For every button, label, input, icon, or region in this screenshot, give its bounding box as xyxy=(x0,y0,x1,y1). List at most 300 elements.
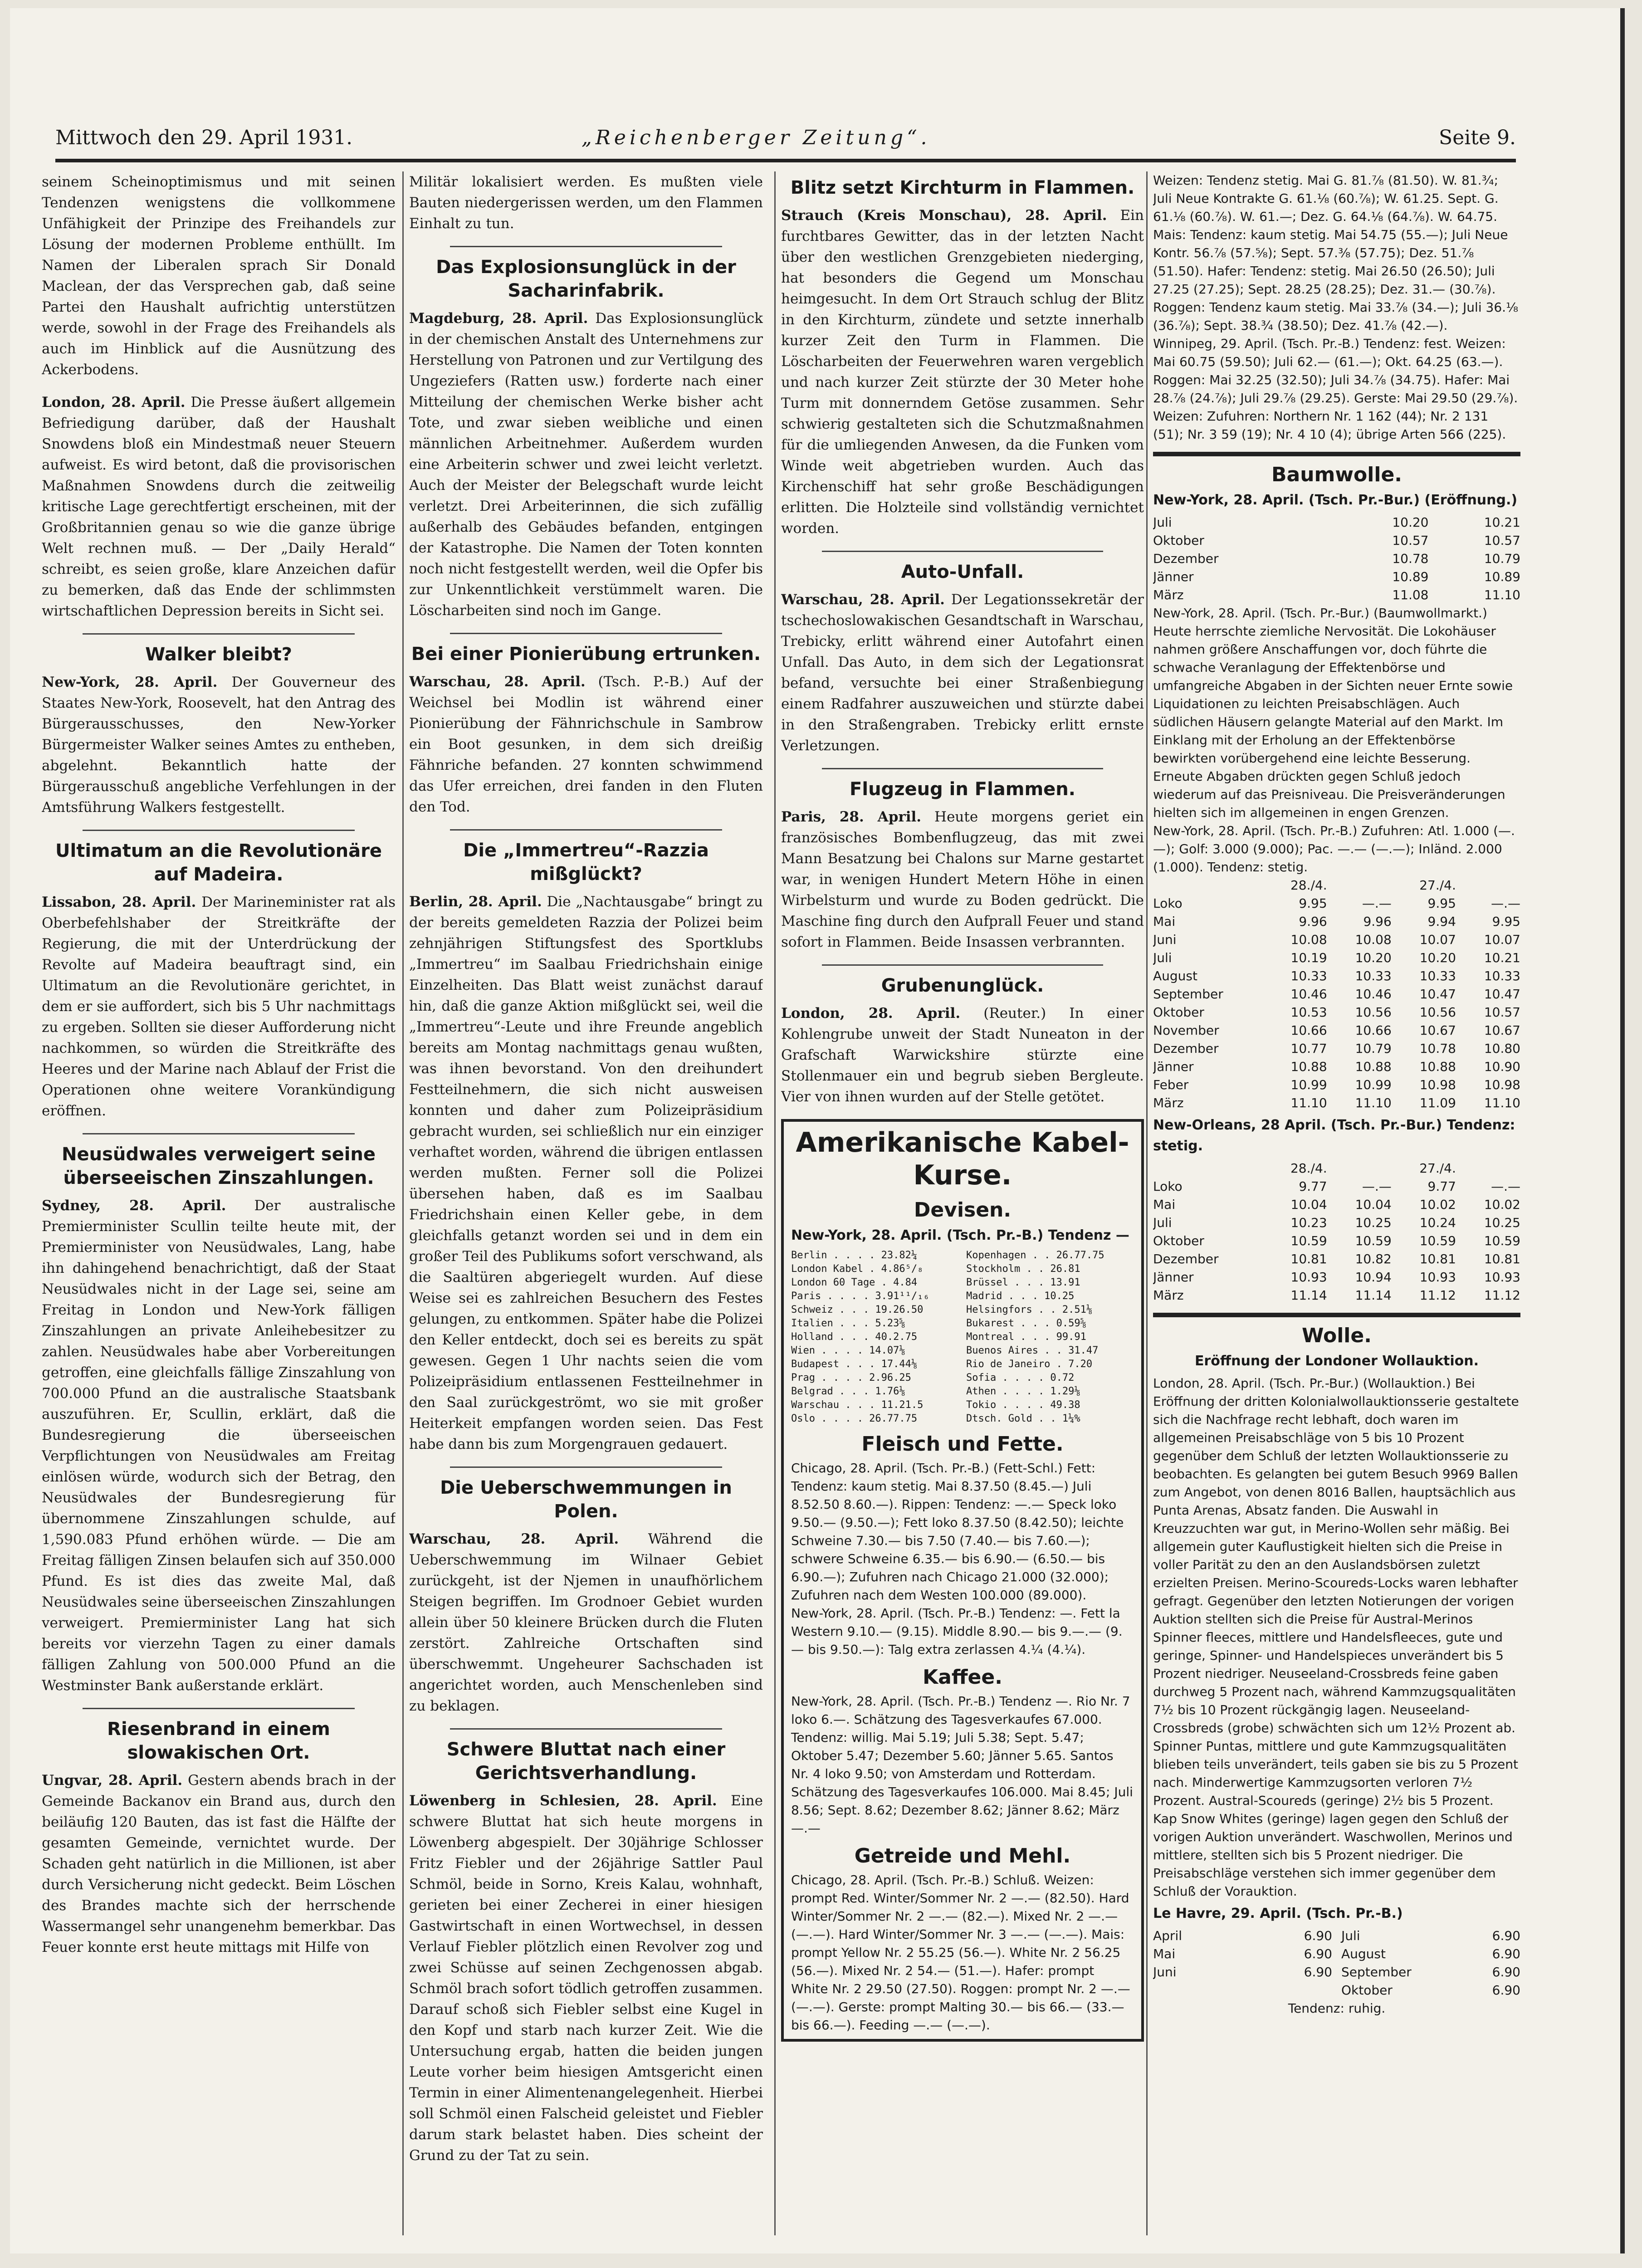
price-value: 10.02 xyxy=(1419,1197,1456,1212)
price-value: 11.12 xyxy=(1419,1288,1456,1303)
article-headline: Blitz setzt Kirchturm in Flammen. xyxy=(790,177,1135,198)
price-value: 10.78 xyxy=(1392,551,1429,566)
price-value: 10.20 xyxy=(1419,950,1456,965)
article-headline: Ultimatum an die Revolutionäre auf Madeira. xyxy=(55,841,382,885)
price-value: 10.67 xyxy=(1419,1023,1456,1038)
devisen-entry: Belgrad . . . 1.76⅛ xyxy=(791,1386,905,1397)
price-value: 10.81 xyxy=(1290,1251,1327,1266)
article-body: Während die Ueberschwemmung im Wilnaer Gebiet zurückgeht, ist der Njemen in unaufhörlichem Steigen begriffen. Im Grodnoer Gebiet wurden allein über 50 kleinere Brücken durch die Fluten zerstört. Zahlreiche Ortschaften sind überschwemmt. Ungeheurer Sachschaden ist angerichtet worden, auch Menschenleben sind zu beklagen. xyxy=(409,1531,763,1714)
devisen-entry: Holland . . . 40.2.75 xyxy=(791,1331,918,1343)
article-body: Das Explosionsunglück in der chemischen Anstalt des Unternehmens zur Herstellung von Patronen und zur Vertilgung des Ungeziefers (Ratten usw.) forderte nach einer Mitteilung der chemischen Werke bisher acht Tote, und zwar sieben weibliche und einen männlichen Arbeitnehmer. Außerdem wurden eine Arbeiterin schwer und zwei leicht verletzt. Auch der Meister der Belegschaft wurde leicht verletzt. Drei Arbeiterinnen, die sich zufällig außerhalb des Gebäudes befanden, entgingen der Katastrophe. Die Namen der Toten konnten noch nicht festgestellt werden, weil die Opfer bis zur Unkenntlichkeit verstümmelt waren. Die Löscharbeiten sind noch im Gange. xyxy=(409,310,763,619)
price-value: 10.04 xyxy=(1355,1197,1392,1212)
kabel-kurse-box xyxy=(781,1119,1144,2042)
price-value: 6.90 xyxy=(1492,1983,1520,1998)
article xyxy=(409,642,763,817)
price-value: 10.99 xyxy=(1355,1077,1392,1092)
article-body: Der Gouverneur des Staates New-York, Roosevelt, hat den Antrag des Bürgerausschusses, den New-Yorker Bürgermeister Walker seines Amtes zu entheben, abgelehnt. Bekanntlich hatte der Bürgerausschuß angebliche Verfehlungen in der Amtsführung Walkers festgestellt. xyxy=(42,674,396,816)
price-value: 10.90 xyxy=(1484,1059,1520,1074)
devisen-entry: Tokio . . . . 49.38 xyxy=(966,1399,1080,1411)
article xyxy=(781,560,1144,756)
price-value: 10.93 xyxy=(1290,1270,1327,1285)
price-value: 10.57 xyxy=(1484,1005,1520,1020)
price-month: Loko xyxy=(1153,1179,1183,1194)
price-value: 10.20 xyxy=(1355,950,1392,965)
price-value: 10.23 xyxy=(1290,1215,1327,1230)
price-value: 10.78 xyxy=(1419,1041,1456,1056)
devisen-entry: Berlin . . . . 23.82¼ xyxy=(791,1250,918,1261)
article-dateline: Löwenberg in Schlesien, 28. April. xyxy=(409,1793,717,1809)
article-dateline: Warschau, 28. April. xyxy=(409,1531,619,1547)
devisen-entry: Sofia . . . . 0.72 xyxy=(966,1372,1075,1383)
article-body: Die Presse äußert allgemein Befriedigung darüber, daß der Haushalt Snowdens bloß ein Mindestmaß neuer Steuern aufweist. Es wird betont, daß die provisorischen Maßnahmen Snowdens durch die zeitweilig kritische Lage gerechtfertigt erscheinen, mit der Großbritannien genau so wie die ganze übrige Welt rechnen muß. — Der „Daily Herald“ schreibt, es seien große, klare Anzeichen dafür zu bemerken, daß das Ende der schlimmsten wirtschaftlichen Depression bereits in Sicht sei. xyxy=(42,394,396,619)
price-value: 10.59 xyxy=(1484,1233,1520,1248)
article xyxy=(409,171,763,234)
price-month: Oktober xyxy=(1153,1233,1204,1248)
article-separator xyxy=(822,551,1103,552)
price-value: 10.88 xyxy=(1355,1059,1392,1074)
price-value: 10.33 xyxy=(1484,968,1520,983)
price-row xyxy=(1153,1022,1520,1040)
kaffee-text: New-York, 28. April. (Tsch. Pr.-B.) Tendenz —. Rio Nr. 7 loko 6.—. Schätzung des Tagesverkaufes 67.000. Tendenz: willig. Mai 5.19; Juli 5.38; Sept. 5.47; Oktober 5.47; Dezember 5.60; Jänner 5.65. Santos Nr. 4 loko 9.50; von Amsterdam und Rotterdam. Schätzung des Tagesverkaufes 106.000. Mai 8.45; Juli 8.56; Sept. 8.62; Dezember 8.62; Jänner 8.62; März —.— xyxy=(791,1694,1133,1836)
column-rule xyxy=(402,171,404,2235)
page-number: Seite 9. xyxy=(1439,126,1516,149)
price-row xyxy=(1153,894,1520,913)
devisen-entry: Italien . . . 5.23⅝ xyxy=(791,1318,905,1329)
article-separator xyxy=(450,829,722,831)
price-value: —.— xyxy=(1362,896,1392,911)
devisen-entry: Budapest . . . 17.44⅛ xyxy=(791,1359,918,1370)
article-headline: Schwere Bluttat nach einer Gerichtsverhandlung. xyxy=(446,1739,726,1784)
article xyxy=(409,839,763,1455)
price-row xyxy=(1153,513,1520,532)
price-value: 10.19 xyxy=(1290,950,1327,965)
article-body: Die „Nachtausgabe“ bringt zu der bereits gemeldeten Razzia der Polizei beim zehnjährigen Stiftungsfest des Sportklubs „Immertreu“ im Saalbau Friedrichshain einige Einzelheiten. Das Blatt weist zunächst darauf hin, daß die ganze Aktion mißglückt sei, weil die „Immertreu“-Leute und ihre Freunde angeblich bereits am Montag nachmittags genau wußten, was ihnen bevorstand. Von den dreihundert Festteilnehmern, die sich nicht ausweisen konnten und daher zum Polizeipräsidium gebracht wurden, sei schließlich nur ein einziger verhaftet worden, während die übrigen entlassen werden mußten. Ferner soll die Polizei übersehen haben, daß es im Saalbau Friedrichshain einen Keller gebe, in dem gleichfalls getanzt worden sei und in dem ein großer Teil des Publikums sofort verschwand, als die Saaltüren abgeriegelt wurden. Auf diese Weise sei es zahlreichen Besuchern des Festes gelungen, zu entkommen. Später habe die Polizei den Keller entdeckt, doch sei es bereits zu spät gewesen. Gegen 1 Uhr nachts seien die vom Polizeipräsidium entlassenen Festteilnehmer in den Saal zurückgeströmt, wo sie mit großer Heiterkeit empfangen worden seien. Das Fest habe dann bis zum Morgengrauen gedauert. xyxy=(409,894,763,1452)
price-value: 11.14 xyxy=(1290,1288,1327,1303)
column-rule xyxy=(774,171,776,2235)
article-dateline: London, 28. April. xyxy=(42,394,186,411)
havre-table xyxy=(1153,1927,1520,1999)
havre-tendenz: Tendenz: ruhig. xyxy=(1288,2001,1386,2016)
price-value: 10.59 xyxy=(1290,1233,1327,1248)
price-value: 10.88 xyxy=(1290,1059,1327,1074)
devisen-entry: Warschau . . . 11.21.5 xyxy=(791,1399,924,1411)
price-value: 10.02 xyxy=(1484,1197,1520,1212)
article-dateline: New-York, 28. April. xyxy=(42,674,218,690)
baumwolle-markt-text: New-York, 28. April. (Tsch. Pr.-Bur.) (Baumwollmarkt.) Heute herrschte ziemliche Nervosität. Die Lokohäuser nahmen größere Anschaffungen vor, doch führte die schwache Veranlagung der Effektenbörse und umfangreiche Abgaben in der Sichten neuer Ernte sowie Liquidationen zu leichten Preisabschlägen. Auch südlichen Häusern gelangte Material auf den Markt. Im Einklang mit der Erholung an der Effektenbörse bewirkten vorübergehend eine leichte Besserung. Erneute Abgaben drückten gegen Schluß jedoch wiederum auf das Preisniveau. Die Preisveränderungen hielten sich im allgemeinen in engen Grenzen. xyxy=(1153,606,1513,820)
price-value: 10.89 xyxy=(1484,569,1520,584)
getreide-text: Chicago, 28. April. (Tsch. Pr.-B.) Schluß. Weizen: prompt Red. Winter/Sommer Nr. 2 —.— (82.50). Hard Winter/Sommer Nr. 2 —.— (82.—). Mixed Nr. 2 —.— (—.—). Hard Winter/Sommer Nr. 3 —.— (—.—). Mais: prompt Yellow Nr. 2 55.25 (56.—). White Nr. 2 56.25 (56.—). Mixed Nr. 2 54.— (51.—). Hafer: prompt White Nr. 2 29.50 (27.50). Roggen: prompt Nr. 2 —.— (—.—). Gerste: prompt Malting 30.— bis 66.— (33.— bis 66.—). Feeding —.— (—.—). xyxy=(791,1872,1130,2033)
price-value: —.— xyxy=(1491,1179,1520,1194)
price-value: 10.25 xyxy=(1484,1215,1520,1230)
article-body: Heute morgens geriet ein französisches Bombenflugzeug, das mit zwei Mann Besatzung bei Chalons sur Marne gestartet war, in wenigen Hundert Metern Höhe in einen Wirbelsturm und wurde zu Boden gedrückt. Die Maschine fing durch den Aufprall Feuer und stand sofort in Flammen. Beide Insassen verbrannten. xyxy=(781,809,1144,950)
column-2 xyxy=(409,171,763,2240)
article-separator xyxy=(83,1708,355,1709)
price-month: Jänner xyxy=(1153,1059,1194,1074)
price-month: März xyxy=(1153,1288,1184,1303)
article-separator xyxy=(83,633,355,635)
price-row xyxy=(1341,1963,1520,1981)
price-value: —.— xyxy=(1491,896,1520,911)
price-month: September xyxy=(1153,987,1223,1002)
price-value: 9.95 xyxy=(1299,896,1327,911)
devisen-left xyxy=(791,1249,959,1426)
price-month: Loko xyxy=(1153,896,1183,911)
devisen-entry: Schweiz . . . 19.26.50 xyxy=(791,1304,924,1315)
winnipeg-text: Winnipeg, 29. April. (Tsch. Pr.-B.) Tendenz: fest. Weizen: Mai 60.75 (59.50); Juli 62.— (61.—); Okt. 64.25 (63.—). Roggen: Mai 32.25 (32.50); Juli 34.⅞ (34.75). Hafer: Mai 28.⅞ (24.⅞); Juli 29.⅞ (29.25). Gerste: Mai 29.50 (29.⅞). Weizen: Zufuhren: Northern Nr. 1 162 (44); Nr. 2 131 (51); Nr. 3 59 (19); Nr. 4 10 (4); übrige Arten 566 (225). xyxy=(1153,336,1518,442)
devisen-entry: Bukarest . . . 0.59⅝ xyxy=(966,1318,1086,1329)
column-4 xyxy=(1153,171,1520,2240)
havre-head: Le Havre, 29. April. (Tsch. Pr.-B.) xyxy=(1153,1906,1403,1921)
article-separator xyxy=(822,768,1103,769)
article-separator xyxy=(83,830,355,831)
getreide-title: Getreide und Mehl. xyxy=(854,1844,1071,1867)
article-body: seinem Scheinoptimismus und mit seinen Tendenzen wenigstens die vollkommene Unfähigkeit der Prinzipe des Freihandels zur Lösung der modernen Probleme enthüllt. Im Namen der Liberalen sprach Sir Donald Maclean, der das Versprechen gab, daß seine Partei den Haushalt aufrichtig unterstützen werde, sowohl in der Frage des Freihandels als auch im Hinblick auf die Ausnützung des Ackerbodens. xyxy=(42,174,396,378)
price-month: August xyxy=(1153,968,1197,983)
article-body: Der australische Premierminister Scullin teilte heute mit, der Premierminister von Neusüdwales, Lang, habe ihn dahingehend benachrichtigt, daß der Staat Neusüdwales nicht in der Lage sei, seine am Freitag in London und New-York fälligen Zinszahlungen an private Anleihebesitzer zu zahlen. Neusüdwales habe aber Vorbereitungen getroffen, eine gleichfalls fällige Zinszahlung von 700.000 Pfund an die australische Staatsbank auszuführen. Er, Scullin, erklärt, daß die Bundesregierung die überseeischen Verpflichtungen von Neusüdwales am Freitag einlösen würde, wodurch sich der Betrag, den Neusüdwales der Bundesregierung für übernommene Zinszahlungen schulde, auf 1,590.083 Pfund erhöhen würde. — Die am Freitag fälligen Zinsen belaufen sich auf 350.000 Pfund. Es ist dies das zweite Mal, daß Neusüdwales seine überseeischen Zinszahlungen verweigert. Premierminister Lang hat sich bereits vor vierzehn Tagen zu einer damals fälligen Zahlung von 500.000 Pfund an die Westminster Bank außerstande erklärt. xyxy=(42,1198,396,1694)
article-body: Eine schwere Bluttat hat sich heute morgens in Löwenberg abgespielt. Der 30jährige Schlosser Fritz Fiebler und der 26jährige Sattler Paul Schmöl, beide in Sorno, Kreis Kalau, wohnhaft, gerieten bei einer Zecherei in einer hiesigen Gastwirtschaft in einen Wortwechsel, in dessen Verlauf Fiebler plötzlich einen Revolver zog und zwei Schüsse auf seinen Zechgenossen abgab. Schmöl brach sofort tödlich getroffen zusammen. Darauf schoß sich Fiebler selbst eine Kugel in den Kopf und starb nach kurzer Zeit. Wie die Untersuchung ergab, hatten die beiden jungen Leute vorher beim hiesigen Amtsgericht einen Termin in einer Alimentenangelegenheit. Hierbei soll Schmöl einen Falscheid geleistet und Fiebler darum stark belastet haben. Dies scheint der Grund zu der Tat zu sein. xyxy=(409,1793,763,2164)
no-head: New-Orleans, 28 April. (Tsch. Pr.-Bur.) Tendenz: stetig. xyxy=(1153,1117,1515,1154)
price-value: 10.67 xyxy=(1484,1023,1520,1038)
price-value: 10.07 xyxy=(1419,932,1456,947)
article-headline: Walker bleibt? xyxy=(145,644,292,665)
price-value: 11.12 xyxy=(1484,1288,1520,1303)
article-dateline: Warschau, 28. April. xyxy=(781,591,945,608)
price-month: Juli xyxy=(1153,1215,1172,1230)
price-month: März xyxy=(1153,1095,1184,1110)
price-value: 10.66 xyxy=(1355,1023,1392,1038)
price-row xyxy=(1153,1232,1520,1250)
column-3 xyxy=(781,171,1144,2240)
article-dateline: Paris, 28. April. xyxy=(781,809,922,825)
article-body: Ein furchtbares Gewitter, das in der letzten Nacht über den westlichen Grenzgebieten niederging, hat besonders die Gegend um Monschau heimgesucht. In dem Ort Strauch schlug der Blitz in den Kirchturm, zündete und setzte innerhalb kurzer Zeit den Turm in Flammen. Die Löscharbeiten der Feuerwehren waren vergeblich und nach kurzer Zeit stürzte der 30 Meter hohe Turm mit donnerndem Getöse zusammen. Sehr schwierig gestalteten sich die Schutzmaßnahmen für die umliegenden Anwesen, da die Funken vom Winde weit abgetrieben wurden. Auch das Kirchenschiff hat sehr große Beschädigungen erlitten. Die Holzteile sind vollständig vernichtet worden. xyxy=(781,207,1144,537)
article-dateline: Berlin, 28. April. xyxy=(409,894,542,910)
article xyxy=(42,392,396,621)
devisen-right xyxy=(966,1249,1134,1426)
price-month: Oktober xyxy=(1153,533,1204,548)
price-row xyxy=(1153,1268,1520,1286)
article xyxy=(409,1476,763,1716)
price-month: Juli xyxy=(1153,515,1172,530)
price-value: 9.94 xyxy=(1427,914,1456,929)
price-row xyxy=(1153,550,1520,568)
price-value: 10.25 xyxy=(1355,1215,1392,1230)
article xyxy=(781,176,1144,539)
article-dateline: Strauch (Kreis Monschau), 28. April. xyxy=(781,207,1107,224)
price-month: September xyxy=(1341,1965,1412,1980)
price-value: 9.95 xyxy=(1492,914,1520,929)
price-month: Dezember xyxy=(1153,1251,1219,1266)
price-month: Jänner xyxy=(1153,1270,1194,1285)
price-value: 10.33 xyxy=(1290,968,1327,983)
page-header xyxy=(55,112,1516,153)
price-value: 10.08 xyxy=(1290,932,1327,947)
price-value: 6.90 xyxy=(1304,1965,1332,1980)
price-row xyxy=(1153,1040,1520,1058)
price-value: 10.24 xyxy=(1419,1215,1456,1230)
article-body: Militär lokalisiert werden. Es mußten viele Bauten niedergerissen werden, um den Flammen Einhalt zu tun. xyxy=(409,174,763,232)
article-headline: Flugzeug in Flammen. xyxy=(850,779,1075,800)
price-month: August xyxy=(1341,1946,1386,1961)
article-separator xyxy=(822,964,1103,966)
price-value: 10.33 xyxy=(1419,968,1456,983)
price-row xyxy=(1153,1094,1520,1112)
devisen-entry: Prag . . . . 2.96.25 xyxy=(791,1372,911,1383)
price-value: 9.77 xyxy=(1427,1179,1456,1194)
price-value: 6.90 xyxy=(1492,1965,1520,1980)
price-value: 10.21 xyxy=(1484,950,1520,965)
price-value: 10.57 xyxy=(1392,533,1429,548)
price-value: 10.98 xyxy=(1484,1077,1520,1092)
price-row xyxy=(1153,1196,1520,1214)
article-headline: Neusüdwales verweigert seine überseeischen Zinszahlungen. xyxy=(61,1144,376,1188)
price-month: Mai xyxy=(1153,1946,1176,1961)
price-value: 9.95 xyxy=(1427,896,1456,911)
devisen-entry: Kopenhagen . . 26.77.75 xyxy=(966,1250,1104,1261)
devisen-entry: Athen . . . . 1.29⅛ xyxy=(966,1386,1080,1397)
devisen-entry: Oslo . . . . 26.77.75 xyxy=(791,1413,918,1424)
no-price-table xyxy=(1153,1178,1520,1305)
article xyxy=(42,1143,396,1696)
wolle-sub: Eröffnung der Londoner Wollauktion. xyxy=(1194,1353,1479,1369)
article xyxy=(42,171,396,380)
devisen-entry: Rio de Janeiro . 7.20 xyxy=(966,1359,1093,1370)
article xyxy=(42,643,396,818)
devisen-entry: Montreal . . . 99.91 xyxy=(966,1331,1086,1343)
devisen-entry: Brüssel . . . 13.91 xyxy=(966,1277,1080,1288)
fleisch-text: Chicago, 28. April. (Tsch. Pr.-B.) (Fett-Schl.) Fett: Tendenz: kaum stetig. Mai 8.37.50 (8.45.—) Juli 8.52.50 8.60.—). Rippen: Tendenz: —.— Speck loko 9.50.— (9.50.—); Fett loko 8.37.50 (8.42.50); leichte Schweine 7.30.— bis 7.50 (7.40.— bis 7.60.—); schwere Schweine 6.35.— bis 6.90.— (6.50.— bis 6.90.—); Zufuhren nach Chicago 21.000 (32.000); Zufuhren nach dem Westen 100.000 (89.000). xyxy=(791,1461,1124,1603)
price-month: November xyxy=(1153,1023,1219,1038)
header-rule xyxy=(55,159,1516,162)
article-headline: Die „Immertreu“-Razzia mißglückt? xyxy=(463,840,709,885)
price-value: 10.04 xyxy=(1290,1197,1327,1212)
price-value: 10.59 xyxy=(1419,1233,1456,1248)
devisen-entry: Stockholm . . 26.81 xyxy=(966,1263,1080,1275)
price-value: 10.47 xyxy=(1484,987,1520,1002)
price-value: 10.57 xyxy=(1484,533,1520,548)
price-value: 10.81 xyxy=(1484,1251,1520,1266)
price-value: 10.56 xyxy=(1355,1005,1392,1020)
price-value: 6.90 xyxy=(1304,1928,1332,1943)
price-value: 10.80 xyxy=(1484,1041,1520,1056)
price-value: 10.88 xyxy=(1419,1059,1456,1074)
price-row xyxy=(1153,967,1520,985)
wolle-title: Wolle. xyxy=(1302,1324,1372,1347)
ny-dates-row xyxy=(1153,876,1520,894)
price-month: Juli xyxy=(1341,1928,1360,1943)
price-value: 10.89 xyxy=(1392,569,1429,584)
price-value: 10.59 xyxy=(1355,1233,1392,1248)
price-value: 10.77 xyxy=(1290,1041,1327,1056)
article-dateline: Magdeburg, 28. April. xyxy=(409,310,588,327)
price-value: 6.90 xyxy=(1304,1946,1332,1961)
article-body: Gestern abends brach in der Gemeinde Backanov ein Brand aus, durch den beiläufig 120 Bauten, das ist fast die Hälfte der gesamten Gemeinde, vernichtet wurde. Der Schaden geht natürlich in die Millionen, ist aber durch Versicherung nicht gedeckt. Beim Löschen des Brandes machte sich der herrschende Wassermangel sehr unangenehm bemerkbar. Das Feuer konnte erst heute mittags mit Hilfe von xyxy=(42,1772,396,1955)
price-row xyxy=(1153,1214,1520,1232)
article-dateline: Lissabon, 28. April. xyxy=(42,894,196,910)
price-row xyxy=(1153,1003,1520,1022)
article-headline: Grubenunglück. xyxy=(881,975,1044,996)
article-separator xyxy=(450,246,722,247)
price-value: 10.08 xyxy=(1355,932,1392,947)
price-row xyxy=(1153,1178,1520,1196)
price-row xyxy=(1153,949,1520,967)
price-value: 10.94 xyxy=(1355,1270,1392,1285)
article xyxy=(42,839,396,1121)
devisen-entry: Helsingfors . . 2.51⅛ xyxy=(966,1304,1093,1315)
newspaper-page xyxy=(10,8,1625,2253)
article xyxy=(409,255,763,621)
article-dateline: Warschau, 28. April. xyxy=(409,674,586,690)
article-headline: Riesenbrand in einem slowakischen Ort. xyxy=(107,1719,330,1763)
article-separator xyxy=(450,633,722,634)
price-row xyxy=(1153,1286,1520,1305)
price-month: März xyxy=(1153,587,1184,602)
price-value: 10.53 xyxy=(1290,1005,1327,1020)
price-row xyxy=(1153,1945,1332,1963)
article xyxy=(42,1717,396,1958)
price-value: 10.56 xyxy=(1419,1005,1456,1020)
price-value: 10.21 xyxy=(1484,515,1520,530)
price-row xyxy=(1153,931,1520,949)
price-value: 6.90 xyxy=(1492,1928,1520,1943)
price-value: 10.33 xyxy=(1355,968,1392,983)
article-dateline: Ungvar, 28. April. xyxy=(42,1772,183,1789)
havre-right xyxy=(1341,1927,1520,1999)
price-row xyxy=(1153,985,1520,1003)
price-value: 9.77 xyxy=(1299,1179,1327,1194)
price-value: 10.47 xyxy=(1419,987,1456,1002)
article-headline: Das Explosionsunglück in der Sacharinfabrik. xyxy=(436,257,736,301)
article-headline: Auto-Unfall. xyxy=(901,562,1024,582)
price-month: April xyxy=(1153,1928,1182,1943)
price-value: 10.99 xyxy=(1290,1077,1327,1092)
devisen-entry: London 60 Tage . 4.84 xyxy=(791,1277,918,1288)
column-rule xyxy=(1146,171,1148,2235)
price-value: 10.07 xyxy=(1484,932,1520,947)
price-row xyxy=(1153,1927,1332,1945)
no-date-1: 28./4. xyxy=(1290,1161,1327,1176)
article-body: (Reuter.) In einer Kohlengrube unweit der Stadt Nuneaton in der Grafschaft Warwickshire stürzte eine Stollenmauer ein und begrub sieben Bergleute. Vier von ihnen wurden auf der Stelle getötet. xyxy=(781,1005,1144,1105)
price-row xyxy=(1153,1963,1332,1981)
weizen-text: Weizen: Tendenz stetig. Mai G. 81.⅞ (81.50). W. 81.¾; Juli Neue Kontrakte G. 61.⅛ (60.⅞); W. 61.25. Sept. G. 61.⅛ (60.⅞). W. 61.—; Dez. G. 64.⅛ (64.⅞). W. 64.75. Mais: Tendenz: kaum stetig. Mai 54.75 (55.—); Juli Neue Kontr. 56.⅞ (57.⅝); Sept. 57.⅜ (57.75); Dez. 51.⅞ (51.50). Hafer: Tendenz: stetig. Mai 26.50 (26.50); Juli 27.25 (27.25); Sept. 28.25 (28.25); Dez. 31.— (30.⅞). Roggen: Tendenz kaum stetig. Mai 33.⅞ (34.—); Juli 36.⅛ (36.⅞); Sept. 38.¾ (38.50); Dez. 41.⅞ (42.—). xyxy=(1153,173,1519,333)
article-separator xyxy=(83,1133,355,1134)
price-value: 9.96 xyxy=(1363,914,1392,929)
article-body: Der Marineminister rat als Oberbefehlshaber der Streitkräfte der Regierung, die mit der Unterdrückung der Revolte auf Madeira beauftragt sind, ein Ultimatum an die Revolutionäre gerichtet, in dem er sie auffordert, sich bis 5 Uhr nachmittags zu ergeben. Sollten sie dieser Aufforderung nicht nachkommen, so würden die Streitkräfte des Heeres und der Marine nach Ablauf der Frist die Operationen ohne weitere Vorankündigung eröffnen. xyxy=(42,894,396,1119)
price-value: 10.79 xyxy=(1355,1041,1392,1056)
article-dateline: London, 28. April. xyxy=(781,1005,961,1022)
price-row xyxy=(1341,1981,1520,1999)
section-rule xyxy=(1153,452,1520,456)
price-value: 10.81 xyxy=(1419,1251,1456,1266)
column-1 xyxy=(42,171,396,2240)
devisen-entry: Paris . . . . 3.91¹¹/₁₆ xyxy=(791,1290,929,1302)
price-value: 11.10 xyxy=(1355,1095,1392,1110)
price-month: Mai xyxy=(1153,914,1176,929)
article-dateline: Sydney, 28. April. xyxy=(42,1198,226,1214)
price-value: 10.66 xyxy=(1290,1023,1327,1038)
baumwolle-title: Baumwolle. xyxy=(1271,463,1402,486)
price-month: Juni xyxy=(1153,932,1177,947)
price-value: 11.08 xyxy=(1392,587,1429,602)
devisen-head: New-York, 28. April. (Tsch. Pr.-B.) Tendenz — xyxy=(791,1227,1129,1243)
price-month: Feber xyxy=(1153,1077,1189,1092)
article xyxy=(781,777,1144,953)
price-row xyxy=(1153,1076,1520,1094)
article-separator xyxy=(450,1728,722,1730)
price-row xyxy=(1153,586,1520,604)
price-month: Mai xyxy=(1153,1197,1176,1212)
price-value: 11.09 xyxy=(1419,1095,1456,1110)
price-row xyxy=(1153,1058,1520,1076)
price-row xyxy=(1341,1945,1520,1963)
price-month: Dezember xyxy=(1153,1041,1219,1056)
havre-left xyxy=(1153,1927,1332,1999)
price-month: Oktober xyxy=(1341,1983,1393,1998)
price-month: Jänner xyxy=(1153,569,1194,584)
baumwolle-eroeffnung-head: New-York, 28. April. (Tsch. Pr.-Bur.) (Eröffnung.) xyxy=(1153,492,1518,508)
price-value: 6.90 xyxy=(1492,1946,1520,1961)
fleisch-text-ny: New-York, 28. April. (Tsch. Pr.-B.) Tendenz: —. Fett la Western 9.10.— (9.15). Middle 8.90.— bis 9.—.— (9.— bis 9.50.—): Talg extra zerlassen 4.¼ (4.¼). xyxy=(791,1606,1123,1657)
price-month: Oktober xyxy=(1153,1005,1204,1020)
price-row xyxy=(1153,913,1520,931)
price-value: 11.14 xyxy=(1355,1288,1392,1303)
article-headline: Bei einer Pionierübung ertrunken. xyxy=(411,644,761,665)
wolle-text: London, 28. April. (Tsch. Pr.-Bur.) (Wollauktion.) Bei Eröffnung der dritten Kolonialwollauktionsserie gestaltete sich die Nachfrage recht lebhaft, doch waren im allgemeinen Preisabschläge von 5 bis 10 Prozent gegenüber dem Schluß der letzten Wollauktionsserie zu beobachten. Es gelangten bei gutem Besuch 9969 Ballen zum Angebot, von denen 8016 Ballen, hauptsächlich aus Punta Arenas, Absatz fanden. Die Auswahl in Kreuzzuchten war gut, in Merino-Wollen sehr mäßig. Bei allgemein guter Kauflustigkeit hielten sich die Preise in voller Parität zu den an den Auslandsbörsen zuletzt erzielten Preisen. Merino-Scoureds-Locks waren lebhafter gefragt. Gegenüber den letzten Notierungen der vorigen Auktion stellten sich die Preise für Austral-Merinos Spinner fleeces, mittlere und Handelsfleeces, gute und geringe, Spinner- und Handelspieces unverändert bis 5 Prozent niedriger. Neuseeland-Crossbreds feine gaben durchweg 5 Prozent nach, während Kammzugsqualitäten 7½ bis 10 Prozent rückgängig lagen. Neuseeland-Crossbreds (grobe) schwächten sich um 12½ Prozent ab. Spinner Puntas, mittlere und gute Kammzugsqualitäten blieben teils unverändert, teils gaben sie bis zu 5 Prozent nach. Minderwertige Kammzugsorten verloren 7½ Prozent. Austral-Scoureds (geringe) 2½ bis 5 Prozent. Kap Snow Whites (geringe) lagen gegen den Schluß der vorigen Auktion unverändert. Waschwollen, Merinos und mittlere, stellten sich bis 5 Prozent niedriger. Die Preisabschläge verstehen sich immer gegenüber dem Schluß der Vorauktion. xyxy=(1153,1376,1519,1899)
article-body: (Tsch. P.-B.) Auf der Weichsel bei Modlin ist während einer Pionierübung der Fähnrichschule in Sambrow ein Boot gesunken, in dem sich dreißig Fähnriche befanden. 27 konnten schwimmend das Ufer erreichen, drei fanden in den Fluten den Tod. xyxy=(409,674,763,815)
article xyxy=(781,974,1144,1107)
baumwolle-eroeffnung-table xyxy=(1153,513,1520,604)
article-body: Der Legationssekretär der tschechoslowakischen Gesandtschaft in Warschau, Trebicky, erlitt während einer Autofahrt einen Unfall. Das Auto, in dem sich der Legationsrat befand, versuchte bei einer Straßenbiegung einem Radfahrer auszuweichen und stürzte dabei in den Straßengraben. Trebicky erlitt ernste Verletzungen. xyxy=(781,591,1144,754)
price-value: 11.10 xyxy=(1290,1095,1327,1110)
devisen-entry: Dtsch. Gold . . 1¼% xyxy=(966,1413,1080,1424)
price-row xyxy=(1153,532,1520,550)
no-date-2: 27./4. xyxy=(1419,1161,1456,1176)
article-headline: Die Ueberschwemmungen in Polen. xyxy=(440,1477,732,1522)
devisen-entry: Madrid . . . 10.25 xyxy=(966,1290,1075,1302)
fleisch-title: Fleisch und Fette. xyxy=(861,1432,1064,1456)
devisen-entry: Buenos Aires . . 31.47 xyxy=(966,1345,1099,1356)
devisen-title: Devisen. xyxy=(914,1198,1012,1222)
newspaper-title: „Reichenberger Zeitung“. xyxy=(582,126,931,149)
devisen-entry: Wien . . . . 14.07⅛ xyxy=(791,1345,905,1356)
price-value: 10.20 xyxy=(1392,515,1429,530)
no-dates-row xyxy=(1153,1159,1520,1178)
article-separator xyxy=(450,1466,722,1468)
kaffee-title: Kaffee. xyxy=(923,1666,1002,1689)
price-value: 10.46 xyxy=(1290,987,1327,1002)
price-value: 10.93 xyxy=(1419,1270,1456,1285)
ny-zufuhren: New-York, 28. April. (Tsch. Pr.-B.) Zufuhren: Atl. 1.000 (—.—); Golf: 3.000 (9.000); Pac. —.— (—.—); Inländ. 2.000 (1.000). Tendenz: stetig. xyxy=(1153,823,1515,875)
price-value: 10.46 xyxy=(1355,987,1392,1002)
price-value: —.— xyxy=(1362,1179,1392,1194)
devisen-entry: London Kabel . 4.86⁵/₈ xyxy=(791,1263,924,1275)
price-row xyxy=(1153,1250,1520,1268)
price-value: 10.98 xyxy=(1419,1077,1456,1092)
price-value: 9.96 xyxy=(1299,914,1327,929)
article xyxy=(409,1738,763,2166)
price-value: 10.93 xyxy=(1484,1270,1520,1285)
price-month: Juli xyxy=(1153,950,1172,965)
devisen-table xyxy=(791,1249,1134,1426)
kabel-title: Amerikanische Kabel-Kurse. xyxy=(796,1127,1129,1191)
ny-date-2: 27./4. xyxy=(1419,878,1456,893)
ny-date-1: 28./4. xyxy=(1290,878,1327,893)
price-month: Juni xyxy=(1153,1965,1177,1980)
price-value: 10.79 xyxy=(1484,551,1520,566)
price-row xyxy=(1341,1927,1520,1945)
price-value: 11.10 xyxy=(1484,1095,1520,1110)
price-value: 11.10 xyxy=(1484,587,1520,602)
price-month: Dezember xyxy=(1153,551,1219,566)
